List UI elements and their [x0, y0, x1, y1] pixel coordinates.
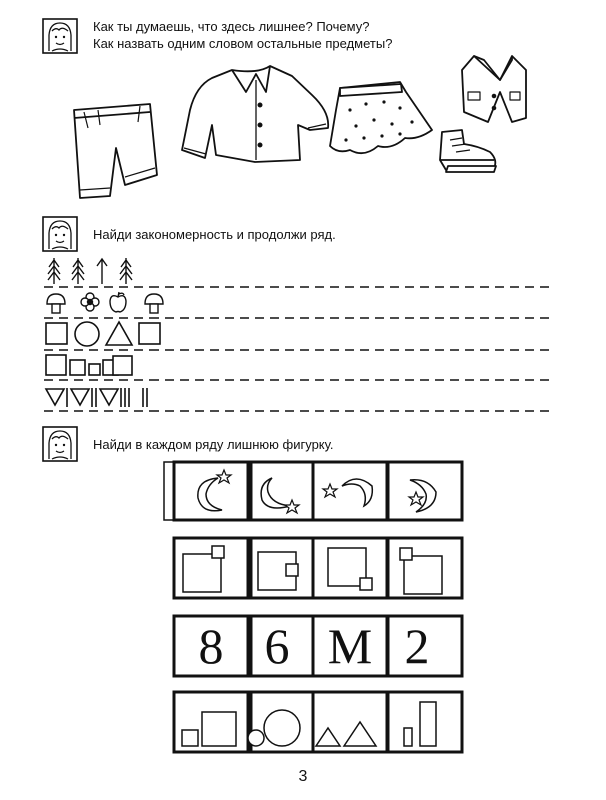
page-number: 3 [298, 768, 308, 785]
task1-instruction-line1: Как ты думаешь, что здесь лишнее? Почему? [93, 19, 370, 34]
number-cell-2: 6 [264, 618, 290, 674]
moons-row [164, 462, 462, 520]
shapes-row [174, 692, 462, 752]
task1-instruction-line2: Как назвать одним словом остальные предметы? [93, 36, 393, 51]
letter-cell-3: М [327, 618, 373, 674]
number-cell-4: 2 [404, 618, 430, 674]
number-cell-1: 8 [198, 618, 224, 674]
task3-instruction: Найди в каждом ряду лишнюю фигурку. [93, 437, 334, 452]
squares-row [174, 538, 462, 598]
task2-instruction: Найди закономерность и продолжи ряд. [93, 227, 336, 242]
